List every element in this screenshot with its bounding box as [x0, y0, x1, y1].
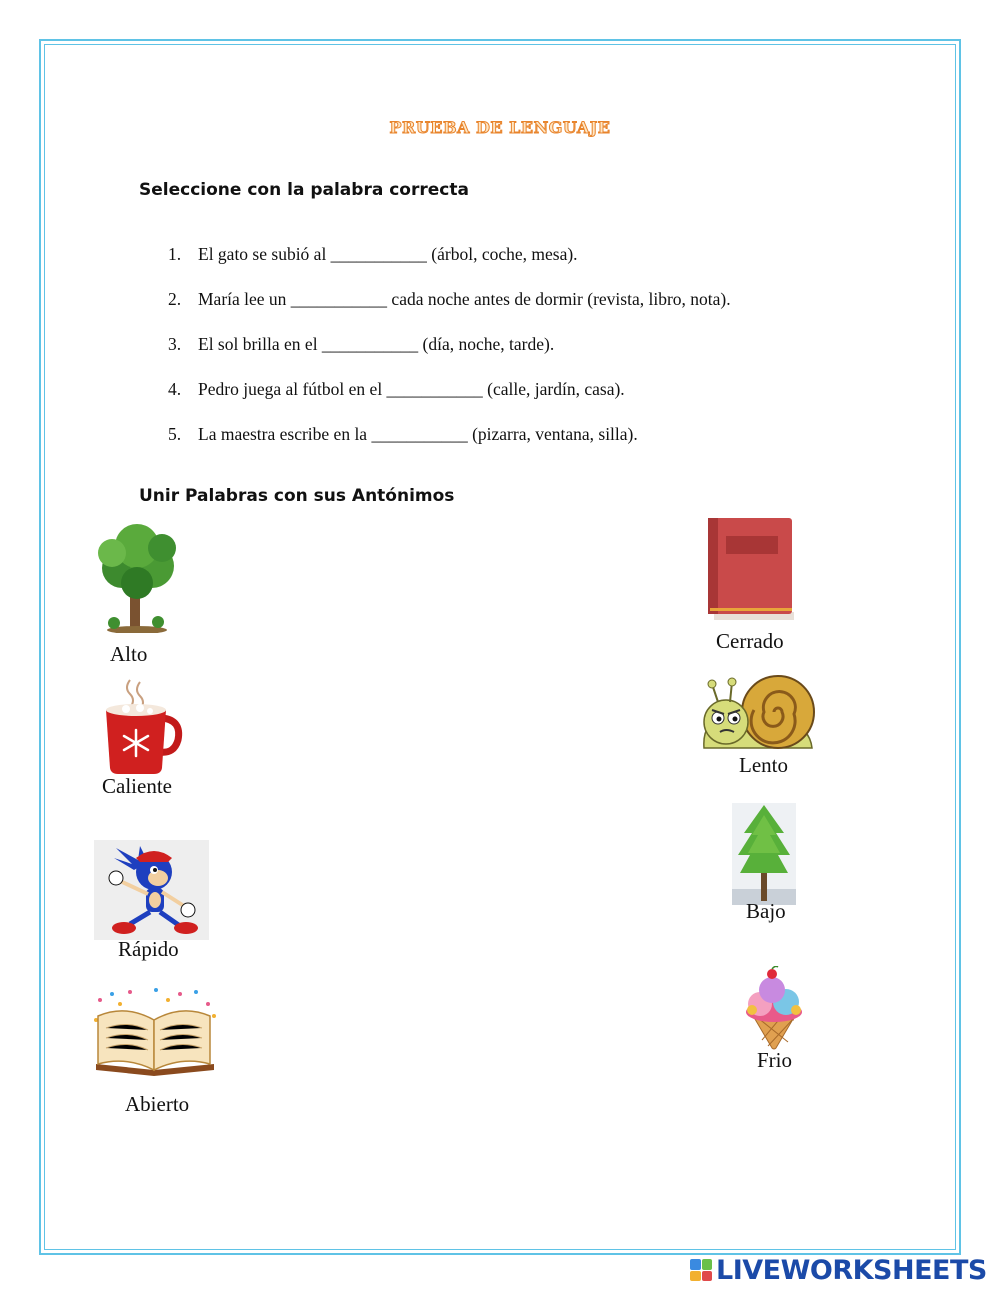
- question-text: La maestra escribe en la ___________ (pizarra, ventana, silla).: [198, 424, 638, 444]
- liveworksheets-brand: [690, 1255, 987, 1285]
- hot-cocoa-mug-icon: [100, 676, 185, 776]
- word-caliente: Caliente: [102, 774, 172, 798]
- question-text: El sol brilla en el ___________ (día, noche, tarde).: [198, 334, 555, 354]
- question-text: María lee un ___________ cada noche antes de dormir (revista, libro, nota).: [198, 289, 731, 309]
- word-lento: Lento: [739, 753, 788, 777]
- question-number: 4.: [168, 379, 182, 399]
- word-rapido: Rápido: [118, 937, 179, 961]
- snail-icon: [700, 672, 815, 754]
- question-number: 3.: [168, 334, 182, 354]
- question-number: 5.: [168, 424, 182, 444]
- question-item: [168, 289, 888, 334]
- tall-tree-icon: [92, 518, 182, 633]
- question-text: El gato se subió al ___________ (árbol, coche, mesa).: [198, 244, 578, 264]
- question-item: [168, 244, 888, 289]
- question-number: 2.: [168, 289, 182, 309]
- question-item: [168, 424, 888, 469]
- word-bajo: Bajo: [746, 899, 786, 923]
- open-book-icon: [90, 986, 220, 1084]
- question-list: [168, 244, 888, 469]
- section2-heading: Unir Palabras con sus Antónimos: [139, 486, 455, 506]
- liveworksheets-wordmark: LIVEWORKSHEETS: [716, 1254, 987, 1286]
- word-frio: Frio: [757, 1048, 793, 1072]
- question-item: [168, 379, 888, 424]
- word-alto: Alto: [110, 642, 148, 666]
- question-text: Pedro juega al fútbol en el ___________ (calle, jardín, casa).: [198, 379, 625, 399]
- running-hedgehog-icon: [94, 840, 209, 940]
- closed-book-icon: [704, 516, 796, 622]
- word-cerrado: Cerrado: [716, 629, 784, 653]
- ice-cream-cone-icon: [738, 966, 810, 1050]
- section1-heading: Seleccione con la palabra correcta: [139, 180, 469, 200]
- liveworksheets-logo-icon: [690, 1259, 712, 1281]
- word-abierto: Abierto: [125, 1092, 190, 1116]
- worksheet-title: PRUEBA DE LENGUAJE: [389, 118, 611, 137]
- short-tree-icon: [732, 803, 796, 905]
- question-number: 1.: [168, 244, 182, 264]
- question-item: [168, 334, 888, 379]
